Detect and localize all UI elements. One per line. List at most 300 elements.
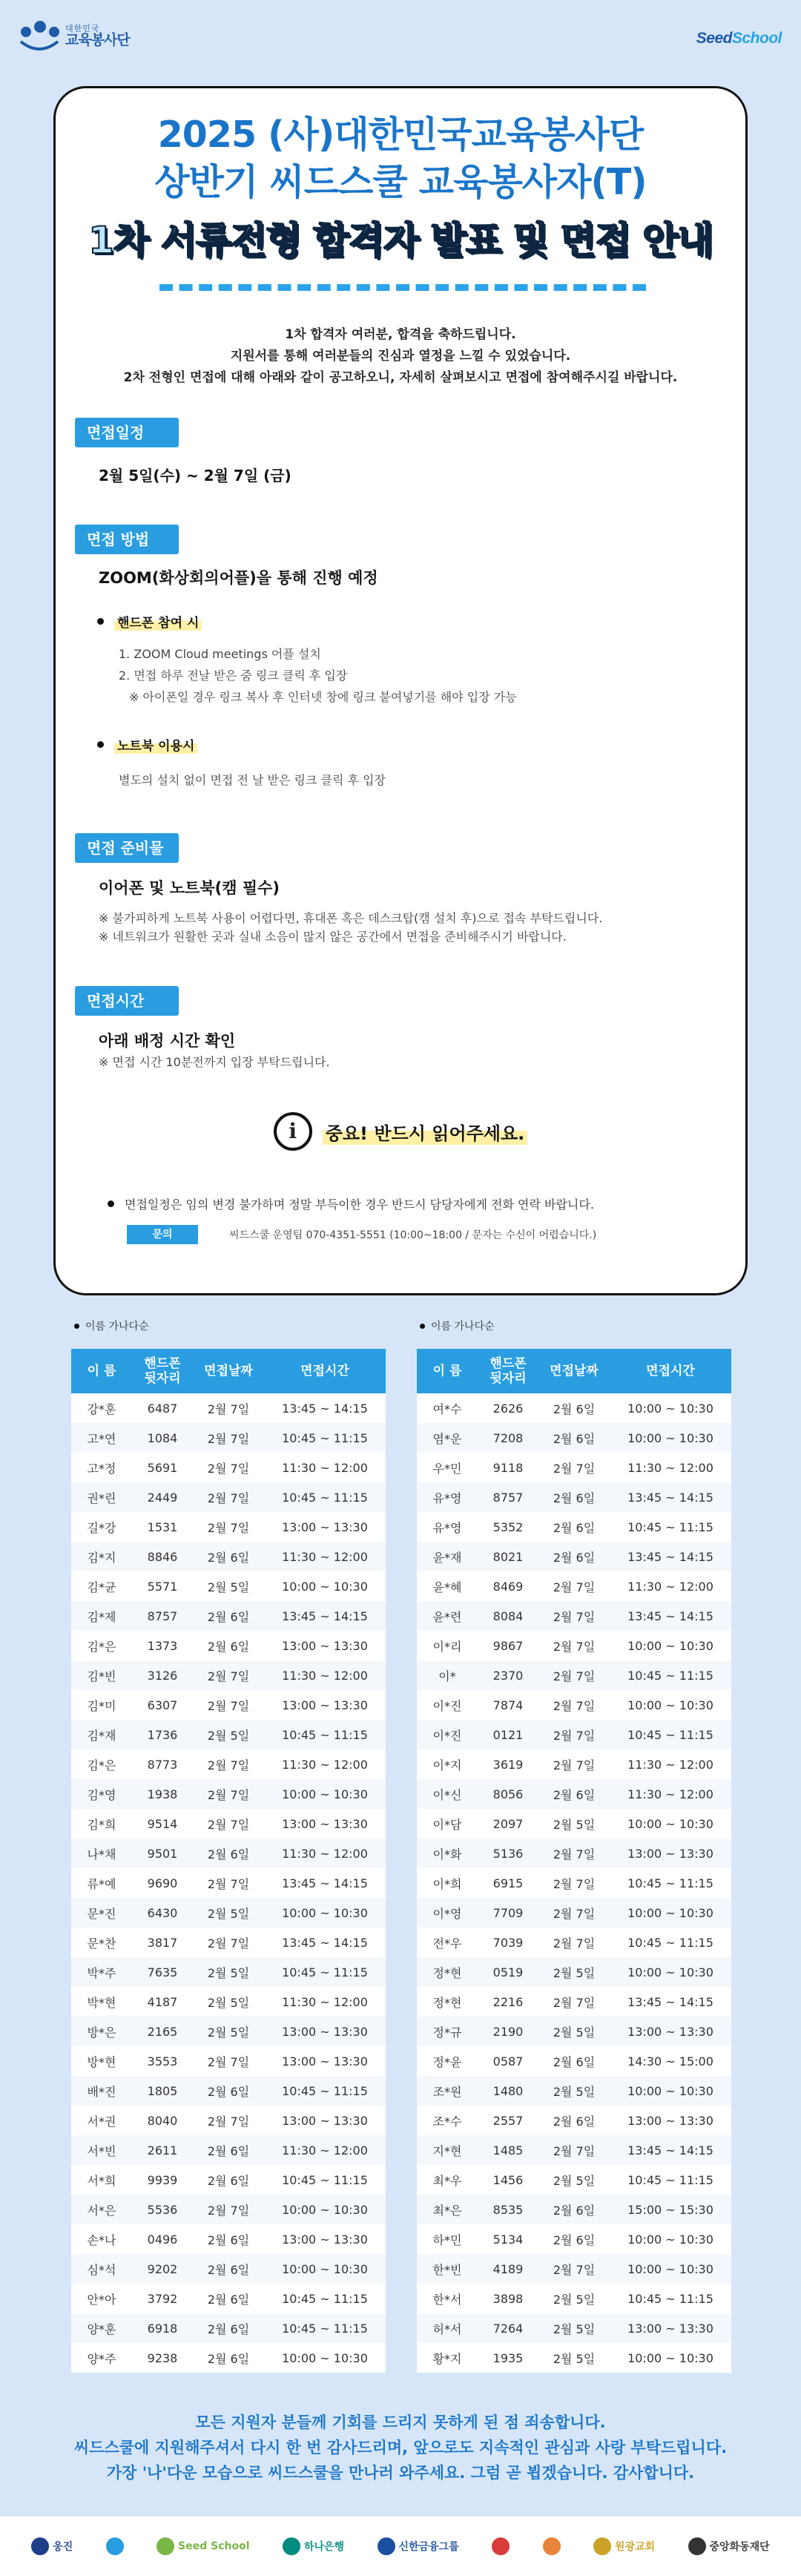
cell-date: 2월 5일: [538, 2076, 610, 2106]
cell-name: 조*수: [432, 2114, 462, 2129]
cell-date: 2월 7일: [193, 1779, 264, 1809]
cell-name: 김*재: [71, 1720, 132, 1749]
table-row: [417, 1868, 731, 1898]
table-row: [417, 2046, 731, 2076]
contact-text: 씨드스쿨 운영팀 070-4351-5551 (10:00~18:00 / 문자는 수신이 어렵습니다.): [229, 1229, 597, 1241]
cell-phone: 7039: [492, 1935, 524, 1950]
cell-name: 윤*혜: [432, 1580, 462, 1594]
table-row: [71, 2254, 386, 2284]
table-row: [417, 1720, 731, 1749]
table-row: [417, 1453, 731, 1482]
table-row: [71, 1987, 386, 2017]
org-name-label: 교육봉사단: [65, 31, 130, 48]
cell-name: 지*현: [417, 2135, 478, 2165]
cell-name: 김*은: [87, 1639, 116, 1654]
sponsor-logo: 신한금융그룹: [378, 2537, 459, 2555]
sponsor-logo: [492, 2537, 510, 2555]
sponsor-emblem-icon: [378, 2537, 395, 2555]
table-row: [417, 1423, 731, 1453]
cell-date: 2월 6일: [207, 2292, 250, 2307]
table-row: [417, 1749, 731, 1779]
cell-name: 김*희: [87, 1817, 116, 1832]
cell-phone: 8056: [478, 1779, 538, 1809]
cell-time: 13:00 ~ 13:30: [282, 2232, 368, 2247]
cell-name: 방*현: [87, 2054, 116, 2069]
table-row: [417, 1779, 731, 1809]
cell-phone: 0587: [492, 2054, 524, 2069]
table-row: [71, 2195, 386, 2224]
cell-time: 10:00 ~ 10:30: [282, 2350, 368, 2365]
cell-date: 2월 5일: [193, 2017, 264, 2046]
cell-phone: 1736: [132, 1720, 193, 1749]
table-row: [417, 1957, 731, 1987]
sponsor-logo: 하나은행: [283, 2537, 344, 2555]
cell-phone: 5571: [147, 1579, 178, 1594]
cell-phone: 0519: [478, 1957, 538, 1987]
cell-date: 2월 7일: [538, 1839, 610, 1868]
people-icon: [19, 19, 59, 53]
sponsor-logo: 웅진: [31, 2537, 73, 2555]
table-row: [71, 1601, 386, 1631]
cell-name: 김*영: [71, 1779, 132, 1809]
cell-time: 10:45 ~ 11:15: [264, 2313, 386, 2343]
cell-name: 전*우: [432, 1936, 462, 1951]
schedule-tag: 면접일정: [75, 418, 179, 447]
cell-time: 10:00 ~ 10:30: [264, 1779, 386, 1809]
cell-phone: 2370: [478, 1660, 538, 1690]
table-row: [417, 1571, 731, 1601]
cell-name: 김*미: [87, 1698, 116, 1713]
cell-phone: 6430: [132, 1898, 193, 1928]
cell-date: 2월 6일: [193, 2254, 264, 2284]
cell-time: 13:45 ~ 14:15: [282, 1876, 368, 1890]
cell-time: 10:00 ~ 10:30: [264, 2254, 386, 2284]
cell-time: 10:45 ~ 11:15: [282, 2291, 368, 2306]
table-row: [71, 2343, 386, 2373]
intro-text: 1차 합격자 여러분, 합격을 축하드립니다. 지원서를 통해 여러분들의 진심과 열정을 느낄 수 있었습니다. 2차 전형인 면접에 대해 아래와 같이 공고하오니, 자세히 살펴보시고 면접에 참여해주시길 바랍니다.: [123, 327, 678, 385]
cell-date: 2월 6일: [193, 1542, 264, 1571]
cell-name: 김*지: [71, 1542, 132, 1571]
cell-date: 2월 5일: [207, 1580, 250, 1594]
cell-time: 10:00 ~ 10:30: [264, 1898, 386, 1928]
table-row: [417, 1809, 731, 1839]
cell-date: 2월 6일: [538, 1423, 610, 1453]
cell-date: 2월 6일: [193, 2135, 264, 2165]
cell-date: 2월 7일: [553, 1995, 596, 2010]
cell-date: 2월 7일: [553, 1639, 596, 1654]
cell-date: 2월 6일: [207, 2232, 250, 2247]
cell-date: 2월 7일: [207, 1876, 250, 1891]
table-row: [71, 2017, 386, 2046]
table-row: [71, 1690, 386, 1720]
cell-date: 2월 7일: [207, 1698, 250, 1713]
cell-phone: 7874: [492, 1698, 524, 1712]
cell-date: 2월 6일: [553, 2232, 596, 2247]
cell-time: 11:30 ~ 12:00: [282, 1994, 368, 2009]
cell-date: 2월 7일: [538, 1601, 610, 1631]
sponsor-emblem-icon: [106, 2537, 124, 2555]
cell-phone: 9238: [147, 2350, 178, 2365]
cell-name: 이*진: [417, 1720, 478, 1749]
table-row: [417, 2135, 731, 2165]
cell-time: 13:45 ~ 14:15: [610, 1482, 731, 1512]
cell-date: 2월 6일: [207, 2173, 250, 2188]
cell-time: 10:45 ~ 11:15: [264, 2076, 386, 2106]
cell-name: 양*훈: [71, 2313, 132, 2343]
table-row: [417, 2195, 731, 2224]
cell-name: 여*수: [432, 1402, 462, 1416]
seed-school-logo: SeedSchool: [696, 30, 782, 47]
cell-phone: 4187: [147, 1994, 178, 2009]
cell-phone: 1480: [478, 2076, 538, 2106]
sponsor-footer: [0, 2517, 801, 2576]
col-time: 면접시간: [610, 1349, 731, 1393]
cell-date: 2월 7일: [207, 1817, 250, 1832]
table-row: [71, 1512, 386, 1542]
cell-name: 윤*련: [417, 1601, 478, 1631]
cell-name: 서*권: [87, 2114, 116, 2129]
table-right-wrap: [417, 1318, 731, 2373]
table-row: [71, 1423, 386, 1453]
cell-phone: 9118: [492, 1460, 524, 1475]
contact-badge: 문의: [127, 1225, 198, 1244]
table-row: [71, 1571, 386, 1601]
table-row: [417, 1393, 731, 1423]
cell-time: 10:00 ~ 10:30: [627, 1816, 713, 1831]
cell-name: 이*: [417, 1660, 478, 1690]
cell-time: 10:45 ~ 11:15: [627, 1935, 713, 1950]
cell-phone: 8757: [132, 1601, 193, 1631]
cell-time: 15:00 ~ 15:30: [610, 2195, 731, 2224]
table-row: [417, 2017, 731, 2046]
table-row: [417, 1690, 731, 1720]
cell-date: 2월 5일: [553, 2351, 596, 2366]
method-head: ZOOM(화상회의어플)을 통해 진행 예정: [99, 569, 378, 587]
cell-phone: 9867: [492, 1638, 524, 1653]
cell-name: 이*화: [417, 1839, 478, 1868]
cell-phone: 7635: [132, 1957, 193, 1987]
cell-date: 2월 6일: [207, 2351, 250, 2366]
cell-date: 2월 7일: [538, 2254, 610, 2284]
table-row: [71, 1720, 386, 1749]
cell-time: 13:00 ~ 13:30: [282, 2113, 368, 2128]
cell-phone: 5536: [132, 2195, 193, 2224]
cell-time: 11:30 ~ 12:00: [264, 1660, 386, 1690]
cell-time: 10:45 ~ 11:15: [627, 2291, 713, 2306]
cell-time: 10:00 ~ 10:30: [610, 2076, 731, 2106]
title-line-1: 2025 (사)대한민국교육봉사단: [157, 114, 644, 156]
cell-time: 10:45 ~ 11:15: [610, 1660, 731, 1690]
cell-date: 2월 7일: [553, 1936, 596, 1951]
table-row: [417, 2254, 731, 2284]
table-row: [71, 1779, 386, 1809]
cell-date: 2월 7일: [553, 1698, 596, 1713]
cell-date: 2월 5일: [553, 2292, 596, 2307]
table-row: [71, 1482, 386, 1512]
table-row: [71, 1749, 386, 1779]
table-row: [71, 1809, 386, 1839]
cell-time: 10:00 ~ 10:30: [610, 2254, 731, 2284]
cell-time: 10:45 ~ 11:15: [264, 1482, 386, 1512]
table-row: [71, 2106, 386, 2135]
cell-name: 박*주: [71, 1957, 132, 1987]
sponsor-emblem-icon: [283, 2537, 300, 2555]
notice-title: 중요! 반드시 읽어주세요.: [323, 1119, 528, 1145]
sponsor-emblem-icon: [31, 2537, 49, 2555]
table-row: [71, 2313, 386, 2343]
table-row: [417, 1987, 731, 2017]
cell-time: 13:00 ~ 13:30: [610, 1839, 731, 1868]
cell-phone: 3792: [147, 2291, 178, 2306]
table-row: [417, 1660, 731, 1690]
phone-steps: 1. ZOOM Cloud meetings 어플 설치 2. 면접 하루 전날 받은 줌 링크 클릭 후 입장 ※ 아이폰일 경우 링크 복사 후 인터넷 창에 링크 붙여넣기를 해야 입장 가능: [119, 647, 517, 704]
org-logo: [19, 19, 130, 53]
cell-name: 정*윤: [432, 2054, 462, 2069]
cell-phone: 0121: [478, 1720, 538, 1749]
cell-time: 10:00 ~ 10:30: [627, 2350, 713, 2365]
cell-date: 2월 5일: [193, 1720, 264, 1749]
method-tag: 면접 방법: [75, 525, 179, 554]
cell-phone: 3898: [492, 2291, 524, 2306]
cell-phone: 2626: [492, 1401, 524, 1416]
cell-time: 13:00 ~ 13:30: [282, 1638, 368, 1653]
cell-phone: 8084: [478, 1601, 538, 1631]
cell-date: 2월 7일: [538, 2135, 610, 2165]
cell-date: 2월 7일: [207, 1461, 250, 1476]
sponsor-emblem-icon: [593, 2537, 611, 2555]
table-row: [71, 1393, 386, 1423]
cell-phone: 8846: [132, 1542, 193, 1571]
cell-name: 강*훈: [87, 1402, 116, 1416]
top-bar: [0, 0, 801, 74]
cell-name: 최*은: [417, 2195, 478, 2224]
cell-time: 10:00 ~ 10:30: [627, 1401, 713, 1416]
table-row: [71, 2135, 386, 2165]
cell-date: 2월 5일: [538, 2017, 610, 2046]
cell-name: 김*균: [87, 1580, 116, 1594]
cell-date: 2월 6일: [553, 2114, 596, 2129]
cell-name: 이*지: [432, 1758, 462, 1772]
cell-name: 정*현: [417, 1957, 478, 1987]
table-row: [71, 2224, 386, 2254]
sponsor-emblem-icon: [543, 2537, 561, 2555]
col-name: 이 름: [417, 1349, 478, 1393]
cell-time: 10:45 ~ 11:15: [610, 1720, 731, 1749]
cell-phone: 8040: [147, 2113, 178, 2128]
cell-date: 2월 7일: [538, 1660, 610, 1690]
cell-date: 2월 6일: [553, 1520, 596, 1535]
table-row: [417, 2224, 731, 2254]
cell-time: 10:00 ~ 10:30: [627, 1698, 713, 1712]
table-row: [71, 2076, 386, 2106]
cell-time: 13:45 ~ 14:15: [610, 1601, 731, 1631]
cell-name: 서*은: [71, 2195, 132, 2224]
cell-date: 2월 6일: [538, 1542, 610, 1571]
cell-phone: 2449: [132, 1482, 193, 1512]
cell-time: 11:30 ~ 12:00: [610, 1779, 731, 1809]
cell-name: 이*진: [432, 1698, 462, 1713]
cell-time: 10:45 ~ 11:15: [627, 2172, 713, 2187]
cell-time: 11:30 ~ 12:00: [282, 1757, 368, 1772]
table-row: [71, 1839, 386, 1868]
cell-date: 2월 7일: [207, 1402, 250, 1416]
table-row: [417, 1512, 731, 1542]
cell-phone: 8757: [478, 1482, 538, 1512]
sponsor-logo: Seed School: [156, 2537, 249, 2555]
cell-name: 이*리: [432, 1639, 462, 1654]
cell-phone: 6307: [147, 1698, 178, 1712]
closing-message: 모든 지원자 분들께 기회를 드리지 못하게 된 점 죄송합니다. 씨드스쿨에 지원해주셔서 다시 한 번 감사드리며, 앞으로도 지속적인 관심과 사랑 부탁드립니다. 가장 '나'다운 모습으로 씨드스쿨을 만나러 와주세요. 그럼 곧 뵙겠습니다. 감사합니다.: [73, 2414, 728, 2482]
sponsor-logo: 원광교회: [593, 2537, 655, 2555]
cell-phone: 5691: [147, 1460, 178, 1475]
cell-phone: 6918: [132, 2313, 193, 2343]
cell-name: 한*빈: [417, 2254, 478, 2284]
cell-name: 안*아: [87, 2292, 116, 2307]
cell-name: 김*제: [71, 1601, 132, 1631]
phone-bullet: [97, 612, 202, 631]
table-row: [71, 1660, 386, 1690]
cell-name: 고*연: [71, 1423, 132, 1453]
cell-name: 김*빈: [71, 1660, 132, 1690]
cell-time: 14:30 ~ 15:00: [627, 2054, 713, 2069]
cell-name: 윤*재: [417, 1542, 478, 1571]
cell-time: 13:00 ~ 13:30: [264, 2017, 386, 2046]
col-phone: 핸드폰 뒷자리: [132, 1349, 193, 1393]
cell-phone: 7709: [478, 1898, 538, 1928]
cell-time: 13:45 ~ 14:15: [610, 2135, 731, 2165]
cell-phone: 2165: [132, 2017, 193, 2046]
cell-time: 10:45 ~ 11:15: [282, 2172, 368, 2187]
table-row: [71, 2284, 386, 2313]
cell-phone: 7264: [478, 2313, 538, 2343]
col-phone: 핸드폰 뒷자리: [478, 1349, 538, 1393]
cell-phone: 0496: [147, 2232, 178, 2247]
cell-date: 2월 7일: [193, 1482, 264, 1512]
schedule-table-left: [71, 1349, 386, 2373]
title-line-2: 상반기 씨드스쿨 교육봉사자(T): [154, 161, 647, 203]
cell-date: 2월 7일: [538, 1720, 610, 1749]
table-row: [71, 1928, 386, 1957]
cell-date: 2월 6일: [193, 2313, 264, 2343]
cell-time: 13:00 ~ 13:30: [627, 2113, 713, 2128]
table-row: [417, 1928, 731, 1957]
cell-name: 나*채: [71, 1839, 132, 1868]
cell-date: 2월 6일: [553, 2054, 596, 2069]
cell-name: 서*빈: [71, 2135, 132, 2165]
col-name: 이 름: [71, 1349, 132, 1393]
table-row: [71, 2046, 386, 2076]
cell-name: 정*규: [417, 2017, 478, 2046]
cell-time: 13:00 ~ 13:30: [610, 2017, 731, 2046]
cell-time: 11:30 ~ 12:00: [627, 1460, 713, 1475]
cell-time: 11:30 ~ 12:00: [627, 1579, 713, 1594]
cell-time: 11:30 ~ 12:00: [264, 1839, 386, 1868]
cell-name: 하*민: [432, 2232, 462, 2247]
table-row: [417, 1631, 731, 1660]
cell-phone: 9514: [147, 1816, 178, 1831]
prep-notes: ※ 불가피하게 노트북 사용이 어렵다면, 휴대폰 혹은 데스크탑(캠 설치 후)으로 접속 부탁드립니다. ※ 네트워크가 원활한 곳과 실내 소음이 많지 않은 공간에서 면접을 준비해주시기 바랍니다.: [99, 911, 603, 944]
cell-phone: 8535: [478, 2195, 538, 2224]
cell-phone: 1084: [132, 1423, 193, 1453]
cell-date: 2월 7일: [207, 1520, 250, 1535]
cell-phone: 6915: [492, 1876, 524, 1890]
cell-time: 13:00 ~ 13:30: [282, 1698, 368, 1712]
cell-date: 2월 7일: [553, 1758, 596, 1772]
cell-time: 10:45 ~ 11:15: [264, 1720, 386, 1749]
time-head: 아래 배정 시간 확인: [99, 1032, 236, 1050]
cell-time: 10:45 ~ 11:15: [627, 1876, 713, 1890]
cell-date: 2월 7일: [553, 1580, 596, 1594]
cell-phone: 2097: [492, 1816, 524, 1831]
notice-bullet: 면접일정은 임의 변경 불가하며 정말 부득이한 경우 반드시 담당자에게 전화 연락 바랍니다.: [108, 1195, 594, 1212]
cell-time: 10:00 ~ 10:30: [610, 1957, 731, 1987]
laptop-text: 별도의 설치 없이 면접 전 날 받은 링크 클릭 후 입장: [119, 773, 386, 787]
table-row: [417, 2076, 731, 2106]
cell-time: 13:45 ~ 14:15: [282, 1935, 368, 1950]
cell-name: 권*린: [71, 1482, 132, 1512]
info-icon: i: [274, 1112, 312, 1151]
cell-time: 11:30 ~ 12:00: [264, 1542, 386, 1571]
cell-phone: 3553: [147, 2054, 178, 2069]
cell-date: 2월 7일: [193, 1660, 264, 1690]
table-left-wrap: [71, 1318, 386, 2373]
table-row: [417, 1601, 731, 1631]
cell-name: 이*영: [417, 1898, 478, 1928]
cell-date: 2월 7일: [538, 1898, 610, 1928]
cell-date: 2월 5일: [553, 1817, 596, 1832]
cell-date: 2월 7일: [193, 1423, 264, 1453]
cell-time: 11:30 ~ 12:00: [627, 1757, 713, 1772]
cell-time: 11:30 ~ 12:00: [282, 1460, 368, 1475]
cell-phone: 2557: [492, 2113, 524, 2128]
cell-name: 방*은: [71, 2017, 132, 2046]
cell-phone: 1935: [492, 2350, 524, 2365]
laptop-title: 노트북 이용시: [114, 735, 197, 754]
cell-name: 최*우: [432, 2173, 462, 2188]
cell-time: 10:00 ~ 10:30: [610, 1898, 731, 1928]
cell-time: 13:00 ~ 13:30: [282, 2054, 368, 2069]
table-row: [417, 2284, 731, 2313]
cell-name: 황*지: [432, 2351, 462, 2366]
title-line-3: 1차 서류전형 합격자 발표 및 면접 안내: [88, 219, 713, 262]
cell-phone: 5136: [478, 1839, 538, 1868]
cell-name: 심*석: [71, 2254, 132, 2284]
schedule-table-right: [417, 1349, 731, 2373]
cell-name: 이*신: [417, 1779, 478, 1809]
table-row: [417, 2106, 731, 2135]
cell-time: 10:45 ~ 11:15: [264, 1957, 386, 1987]
sort-note: 이름 가나다순: [420, 1318, 731, 1334]
cell-date: 2월 6일: [538, 1482, 610, 1512]
cell-phone: 9690: [147, 1876, 178, 1890]
cell-time: 13:45 ~ 14:15: [264, 1601, 386, 1631]
cell-date: 2월 6일: [538, 1779, 610, 1809]
cell-time: 13:45 ~ 14:15: [282, 1401, 368, 1416]
cell-time: 13:00 ~ 13:30: [610, 2313, 731, 2343]
table-row: [417, 2165, 731, 2195]
cell-name: 배*진: [71, 2076, 132, 2106]
cell-name: 허*서: [417, 2313, 478, 2343]
cell-time: 10:45 ~ 11:15: [264, 1423, 386, 1453]
table-row: [71, 1631, 386, 1660]
cell-name: 조*원: [417, 2076, 478, 2106]
cell-date: 2월 5일: [553, 2173, 596, 2188]
cell-time: 11:30 ~ 12:00: [264, 2135, 386, 2165]
cell-date: 2월 7일: [207, 2054, 250, 2069]
cell-date: 2월 6일: [207, 1639, 250, 1654]
sponsor-emblem-icon: [688, 2537, 706, 2555]
cell-name: 김*은: [87, 1758, 116, 1772]
